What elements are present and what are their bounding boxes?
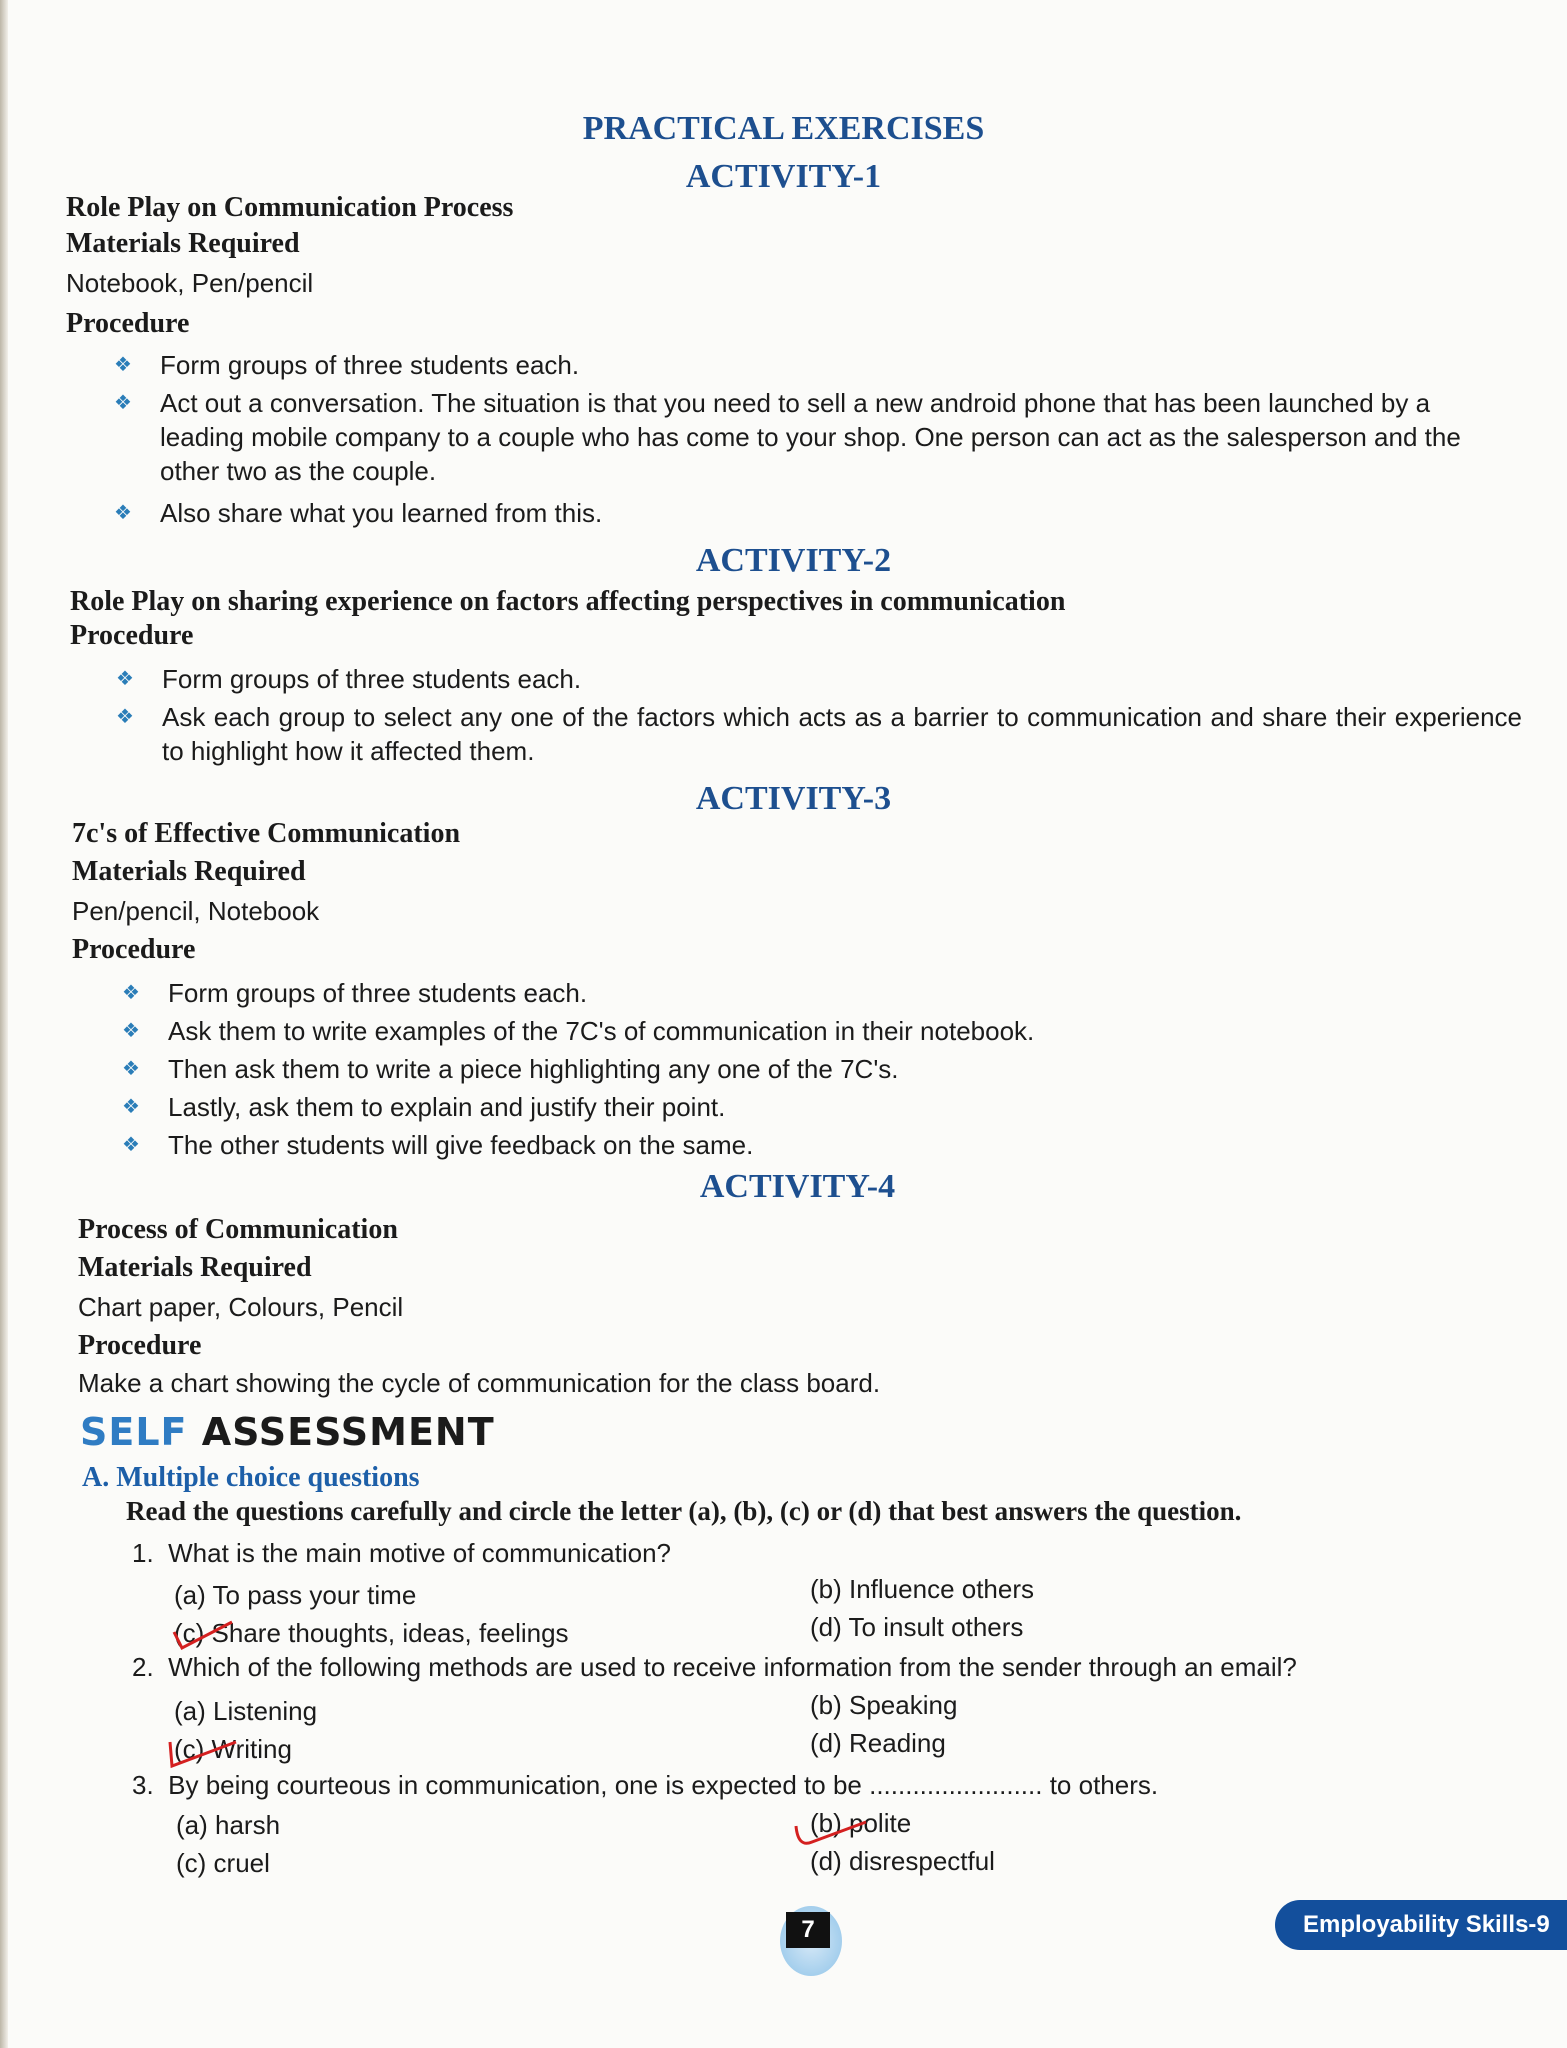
q3-option-c[interactable]: (c) cruel [176,1848,270,1878]
activity-1-step: ❖ Also share what you learned from this. [114,498,603,528]
red-tick-mark-icon [790,1812,870,1852]
activity-4-materials: Chart paper, Colours, Pencil [78,1292,404,1322]
page-number: 7 [786,1912,830,1948]
question-3: 3. By being courteous in communication, one is expected to be ........................ to others. [132,1770,1159,1800]
activity-4-topic: Process of Communication [78,1214,398,1245]
activity-2-topic: Role Play on sharing experience on factors affecting perspectives in communication [70,586,1066,617]
activity-1-step: ❖ Form groups of three students each. [114,350,580,380]
activity-3-label: ACTIVITY-3 [695,780,892,817]
q2-option-a[interactable]: (a) Listening [174,1696,318,1726]
diamond-bullet-icon: ❖ [122,1020,140,1042]
activity-1-step: ❖ Act out a conversation. The situation is that you need to sell a new android phone that has been launched by a leading mobile company to a couple who has come to your shop. One person can act as the salesperson and the other two as the couple. [114,388,1461,486]
activity-3-step: ❖ The other students will give feedback on the same. [122,1130,754,1160]
diamond-bullet-icon: ❖ [122,1058,140,1080]
diamond-bullet-icon: ❖ [122,1096,140,1118]
activity-3-step: ❖ Form groups of three students each. [122,978,588,1008]
red-tick-mark-icon [168,1618,238,1652]
red-tick-mark-icon [162,1732,242,1772]
q3-option-d[interactable]: (d) disrespectful [810,1846,995,1876]
activity-1-procedure-label: Procedure [66,308,190,339]
activity-3-procedure-label: Procedure [72,934,196,965]
mcq-section-heading: A. Multiple choice questions [82,1462,420,1493]
q2-option-b[interactable]: (b) Speaking [810,1690,958,1720]
activity-1-topic: Role Play on Communication Process [66,192,514,223]
page-edge [0,0,8,2048]
activity-3-step: ❖ Ask them to write examples of the 7C's of communication in their notebook. [122,1016,1035,1046]
activity-3-step: ❖ Lastly, ask them to explain and justify their point. [122,1092,726,1122]
activity-2-step: ❖ Form groups of three students each. [116,664,582,694]
activity-3-materials-label: Materials Required [72,856,306,887]
q1-option-c[interactable]: (c) Share thoughts, ideas, feelings [174,1618,569,1648]
q2-option-c[interactable]: (c) Writing [174,1734,292,1764]
self-assessment-heading: SELF ASSESSMENT [80,1410,495,1454]
diamond-bullet-icon: ❖ [122,1134,140,1156]
activity-3-materials: Pen/pencil, Notebook [72,896,320,926]
question-1: 1. What is the main motive of communication? [132,1538,672,1568]
q3-option-b[interactable]: (b) polite [810,1808,912,1838]
activity-4-procedure-text: Make a chart showing the cycle of communication for the class board. [78,1368,881,1398]
q2-option-d[interactable]: (d) Reading [810,1728,946,1758]
q1-option-b[interactable]: (b) Influence others [810,1574,1035,1604]
diamond-bullet-icon: ❖ [122,982,140,1004]
activity-2-label: ACTIVITY-2 [695,542,892,579]
diamond-bullet-icon: ❖ [114,392,132,414]
book-title-badge: Employability Skills-9 [1275,1900,1567,1950]
activity-2-step: ❖ Ask each group to select any one of the factors which acts as a barrier to communication and share their experience to highlight how it affected them. [116,702,1522,766]
question-2: 2. Which of the following methods are used to receive information from the sender through an email? [132,1652,1297,1682]
activity-4-label: ACTIVITY-4 [699,1168,896,1205]
mcq-instruction: Read the questions carefully and circle the letter (a), (b), (c) or (d) that best answers the question. [126,1496,1242,1526]
diamond-bullet-icon: ❖ [116,706,134,728]
q3-option-a[interactable]: (a) harsh [176,1810,281,1840]
activity-2-procedure-label: Procedure [70,620,194,651]
activity-1-materials: Notebook, Pen/pencil [66,268,314,298]
activity-1-label: ACTIVITY-1 [685,158,882,195]
q1-option-d[interactable]: (d) To insult others [810,1612,1024,1642]
diamond-bullet-icon: ❖ [114,502,132,524]
diamond-bullet-icon: ❖ [116,668,134,690]
diamond-bullet-icon: ❖ [114,354,132,376]
activity-1-materials-label: Materials Required [66,228,300,259]
page-title: PRACTICAL EXERCISES [582,110,985,147]
q1-option-a[interactable]: (a) To pass your time [174,1580,417,1610]
activity-3-step: ❖ Then ask them to write a piece highlighting any one of the 7C's. [122,1054,899,1084]
activity-4-materials-label: Materials Required [78,1252,312,1283]
activity-3-topic: 7c's of Effective Communication [72,818,461,849]
activity-4-procedure-label: Procedure [78,1330,202,1361]
